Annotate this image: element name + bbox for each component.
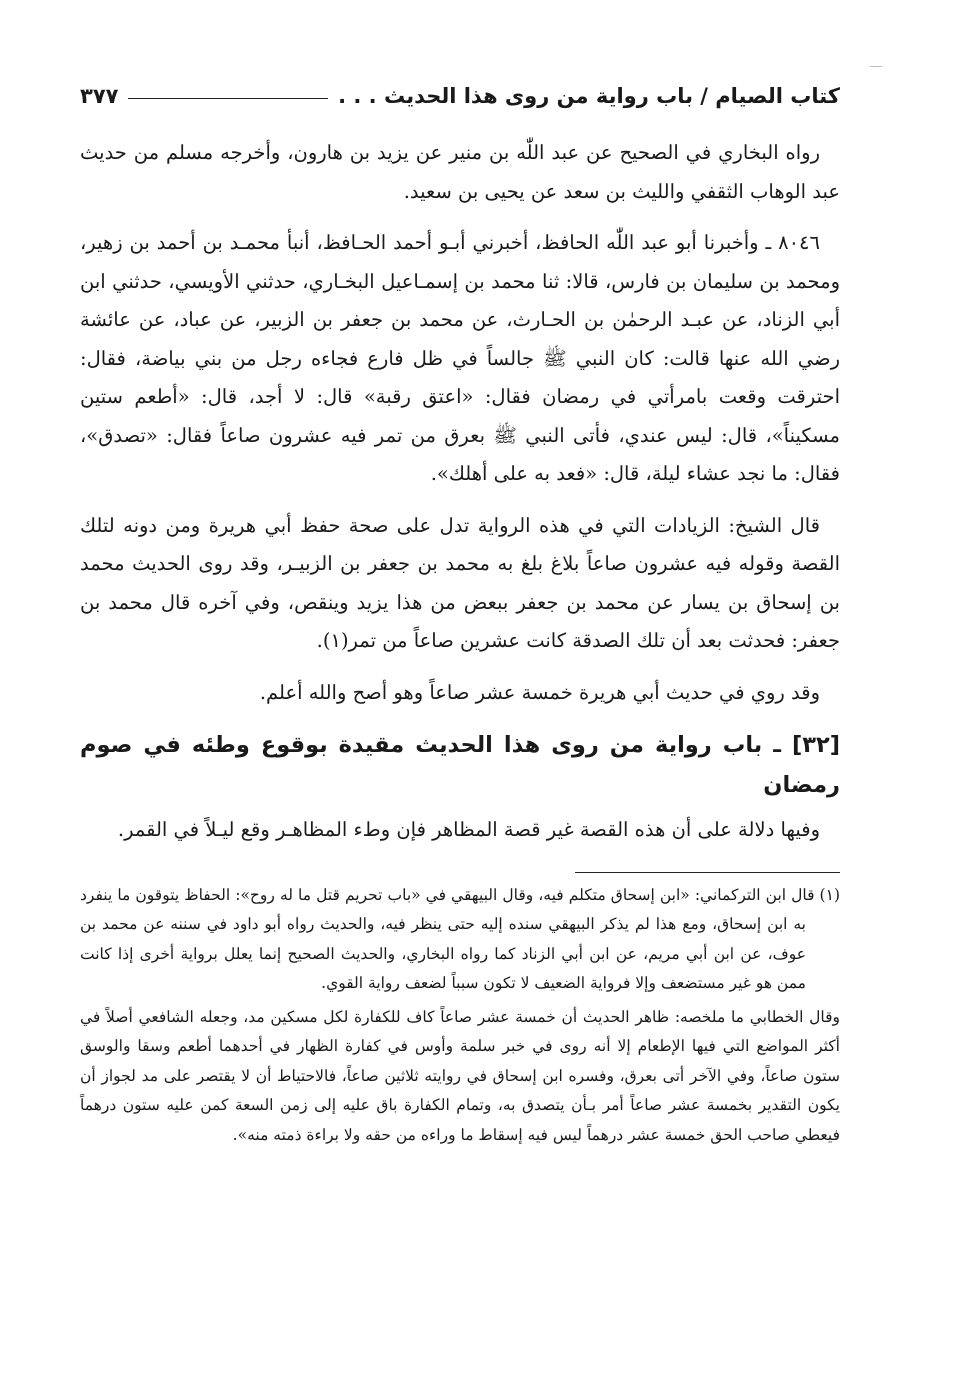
chapter-intro: وفيها دلالة على أن هذه القصة غير قصة المظاهر فإن وطء المظاهـر وقع ليـلاً في القمر.	[117, 818, 820, 841]
paragraph-hadith-8046: ٨٠٤٦ ـ وأخبرنا أبو عبد اللّٰه الحافظ، أخبرني أبـو أحمد الحـافظ، أنبأ محمـد بن أحمد بن زهير، ومحمد بن سليمان بن فارس، قالا: ثنا محمد بن إسمـاعيل البخـاري، حدثني الأويسي، حدثني ابن أبي الزناد، عن عبـد الرحمٰن بن الحـارث، عن محمد بن جعفر بن الزبير، عن عباد، عن عائشة رضي الله عنها قالت: كان النبي ﷺ جالساً في ظل فارع فجاءه رجل من بني بياضة، فقال: احترقت وقعت بامرأتي في رمضان فقال: «اعتق رقبة» قال: لا أجد، قال: «أطعم ستين مسكيناً»، قال: ليس عندي، فأتى النبي ﷺ بعرق من تمر فيه عشرون صاعاً فقال: «تصدق»، فقال: ما نجد عشاء ليلة، قال: «فعد به على أهلك».	[80, 231, 840, 485]
footnotes	[80, 881, 840, 1151]
main-text	[80, 134, 840, 850]
footnote-1: (١) قال ابن التركماني: «ابن إسحاق متكلم فيه، وقال البيهقي في «باب تحريم قتل ما له روح»: الحفاظ يتوقون ما ينفرد به ابن إسحاق، ومع هذا لم يذكر البيهقي سنده إليه حتى ينظر فيه، والحديث رواه أبو داود في سننه عن محمد بن عوف، عن ابن أبي مريم، عن ابن أبي الزناد كما رواه البخاري، والحديث الصحيح إنما يعلل برواية أخرى إذا كانت ممن هو غير مستضعف وإلا فرواية الضعيف لا تكون سبباً لضعف رواية القوي.	[80, 885, 840, 992]
running-head	[80, 76, 840, 116]
footnote-1-continued: وقال الخطابي ما ملخصه: ظاهر الحديث أن خمسة عشر صاعاً كاف للكفارة لكل مسكين مد، وجعله الشافعي أصلاً في أكثر المواضع التي فيها الإطعام إلا أنه روى في خبر سلمة وأوس في كفارة الظهار في أحدهما أطعم وسقا والوسق ستون صاعاً، وفي الآخر أتى بعرق، وفسره ابن إسحاق في روايته ثلاثين صاعاً، فالاحتياط أن لا يقتصر على مد لجواز أن يكون التقدير بخمسة عشر صاعاً أمر بـأن يتصدق به، وتمام الكفارة باق عليه إلى زمن السعة كمن عليه ستون درهماً فيعطي صاحب الحق خمسة عشر درهماً ليس فيه إسقاط ما وراءه من حقه ولا براءة ذمته منه».	[80, 1007, 840, 1144]
page-number: ٣٧٧	[80, 84, 119, 108]
paragraph-closing-note: وقد روي في حديث أبي هريرة خمسة عشر صاعاً وهو أصح والله أعلم.	[259, 680, 820, 704]
corner-mark	[870, 66, 882, 67]
chapter-heading: [٣٢] ـ باب رواية من روى هذا الحديث مقيدة بوقوع وطئه في صوم رمضان	[80, 732, 840, 798]
paragraph-attribution: رواه البخاري في الصحيح عن عبد اللّٰه بن منير عن يزيد بن هارون، وأخرجه مسلم من حديث عبد الوهاب الثقفي والليث بن سعد عن يحيى بن سعيد.	[80, 141, 840, 203]
book-page	[80, 76, 840, 1154]
running-head-rule	[128, 98, 328, 99]
running-head-title: كتاب الصيام / باب رواية من روى هذا الحديث . . .	[338, 84, 840, 108]
paragraph-shaykh-comment: قال الشيخ: الزيادات التي في هذه الرواية تدل على صحة حفظ أبي هريرة ومن دونه لتلك القصة وقوله فيه عشرون صاعاً بلاغ بلغ به محمد بن جعفر بن الزبيـر، وقد روى الحديث محمد بن إسحاق بن يسار عن محمد بن جعفر ببعض من هذا يزيد وينقص، وفي آخره قال محمد بن جعفر: فحدثت بعد أن تلك الصدقة كانت عشرين صاعاً من تمر(١).	[80, 513, 840, 652]
footnote-separator	[575, 872, 840, 873]
